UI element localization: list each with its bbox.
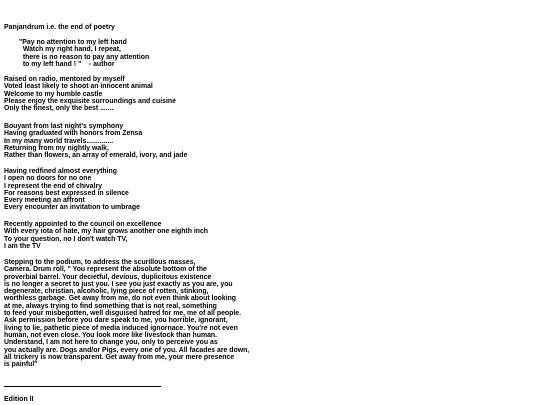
stanza-4: Recently appointed to the council on excellence With every iota of hate, my hair grows another one eighth inch To your question, no I don't watch TV, I am the TV (4, 221, 209, 250)
horizontal-rule (4, 386, 161, 387)
edition-heading: Edition II (4, 396, 34, 403)
stanza-3: Having redfined almost everything I open no doors for no one I represent the end of chivalry For reasons best expressed in silence Every meeting an affront Every encounter an invitation to umbrage (4, 168, 140, 212)
stanza-5: Stepping to the podium, to address the scurillous masses, Camera. Drum roll, " You represent the absolute bottom of the proverbial barrel. Your decietful, devious, duplicitous existence is no longer a secret to just you. I see you just exactly as you are, you degenerate, christian, alcoholic, lying piece of rotten, stinking, worthless garbage. Get away from me, do not even think about looking at me, always trying to find something that is not real, something to feed your misbegotten, well disguised hatred for me, me of all people. Ask permission before you dare speak to me, you horrible, ignorant, living to lie, pathetic piece of media induced ignornace. You're not even human, not even close. You look more like livestock than human. Understand, I am not here to change you, only to perceive you as you actually are. Dogs and/or Pigs, every one of you. All facades are down, all trickery is now transparent. Get away from me, your mere presence is painful" (4, 259, 250, 369)
epigraph-quote: "Pay no attention to my left hand Watch my right hand, I repeat, there is no reason to pay any attention to my left hand ! " - author (19, 39, 150, 68)
stanza-1: Raised on radio, mentored by myself Voted least likely to shoot an innocent animal Welcome to my humble castle Please enjoy the exquisite surroundings and cuisine Only the finest, only the best ....... (4, 76, 176, 113)
poem-title: Panjandrum i.e. the end of poetry (4, 24, 115, 31)
stanza-2: Bouyant from last night's symphony Having graduated with honors from Zensa In my many world travels.............. Returning from my nightly walk, Rather than flowers, an array of emerald, ivory, and jade (4, 123, 188, 160)
